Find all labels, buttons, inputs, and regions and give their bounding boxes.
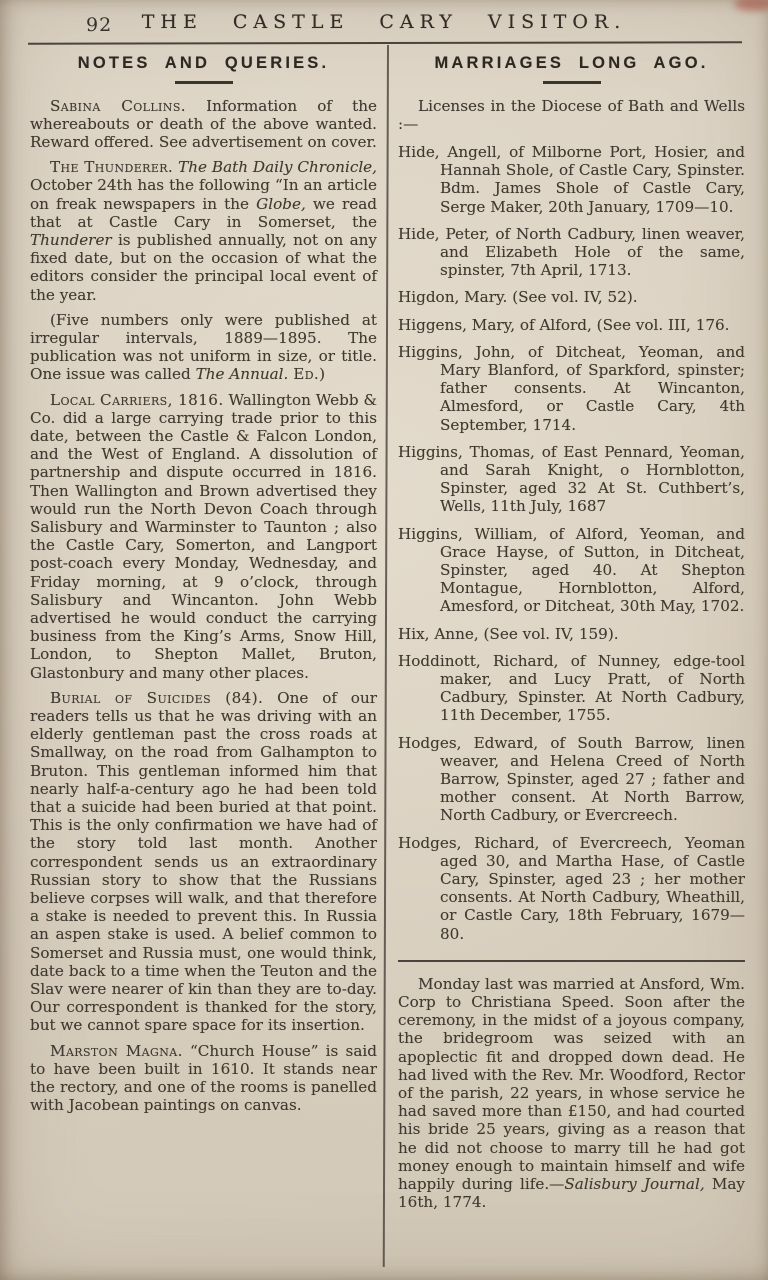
left-column-body — [30, 97, 377, 1115]
text-segment: Hide, Angell, of Milborne Port, Hosier, and Hannah Shole, of Castle Cary, Spinster. Bdm. James Shole of Castle Cary, Serge Maker, 20th January, 1709—10. — [398, 142, 745, 216]
section-divider-rule — [398, 960, 745, 962]
text-segment: Burial of Suicides (84). — [50, 688, 264, 707]
license-entry — [398, 316, 745, 334]
license-entry — [398, 143, 745, 216]
text-segment: Hix, Anne, (See vol. IV, 159). — [398, 624, 619, 643]
marriages-long-ago-column — [398, 54, 745, 1218]
paragraph — [398, 975, 745, 1212]
license-entry — [398, 734, 745, 825]
license-entry — [398, 225, 745, 280]
license-entry — [398, 834, 745, 943]
license-entry — [398, 343, 745, 434]
text-segment: Higgins, William, of Alford, Yeoman, and Grace Hayse, of Sutton, in Ditcheat, Spinster, aged 40. At Shepton Montague, Hornblotton, Alford, Amesford, or Ditcheat, 30th May, 1702. — [398, 524, 745, 616]
text-segment: Marston Magna. — [50, 1041, 183, 1060]
text-segment: Thunderer — [30, 230, 112, 249]
paragraph — [30, 1042, 377, 1115]
left-column-heading: NOTES AND QUERIES. — [77, 54, 330, 72]
right-column-body — [398, 97, 745, 1212]
page-number: 92 — [86, 14, 113, 36]
license-entry — [398, 525, 745, 616]
right-column-heading: MARRIAGES LONG AGO. — [434, 54, 709, 72]
text-segment: One of our readers tells us that he was driving with an elderly gentleman past the cross roads at Smallway, on the road from Galhampton to Bruton. This gentleman informed him that nearly half-a-century ago he had been told that a suicide had been buried at that point. This is the only confirmation we have had of the story told last month. Another correspondent sends us an extraordinary Russian story to show that the Russians believe corpses will walk, and that therefore a stake is needed to prevent this. In Russia an aspen stake is used. A belief common to Somerset and Russia must, one would think, date back to a time when the Teuton and the Slav were nearer of kin than they are to-day. Our correspondent is thanked for the story, but we cannot spare space for its insertion. — [30, 688, 377, 1035]
paragraph — [30, 689, 377, 1035]
text-segment: The Bath Daily Chronicle, — [178, 158, 377, 177]
text-segment: Information of the whereabouts or death of the above wanted. Reward offered. See advertisement on cover. — [30, 96, 377, 151]
text-segment: Higgins, John, of Ditcheat, Yeoman, and Mary Blanford, of Sparkford, spinster; father consents. At Wincanton, Almesford, or Castle Cary, 4th September, 1714. — [398, 342, 745, 434]
notes-and-queries-column — [30, 54, 377, 1121]
header-rule — [28, 41, 742, 44]
text-segment: Higgins, Thomas, of East Pennard, Yeoman, and Sarah Knight, o Hornblotton, Spinster, aged 32 At St. Cuthbert’s, Wells, 11th July, 1687 — [398, 442, 745, 516]
text-segment: Globe, — [256, 194, 306, 213]
heading-underline — [543, 81, 601, 84]
corner-stain — [734, 0, 768, 11]
text-segment: Sabina Collins. — [50, 96, 186, 115]
text-segment: Ed.) — [293, 365, 326, 384]
text-segment: Higgens, Mary, of Alford, (See vol. III, 176. — [398, 315, 730, 334]
text-segment: The Thunderer. — [50, 158, 174, 177]
text-segment: “Church House” is said to have been built in 1610. It stands near the rectory, and one of the rooms is panelled with Jacobean paintings on canvas. — [30, 1041, 377, 1115]
text-segment: May 16th, 1774. — [398, 1175, 746, 1212]
column-divider — [383, 45, 389, 1267]
text-segment: Licenses in the Diocese of Bath and Wells :— — [398, 96, 745, 133]
license-entry — [398, 652, 745, 725]
paragraph — [30, 311, 377, 384]
text-segment: Monday last was married at Ansford, Wm. Corp to Christiana Speed. Soon after the ceremony, in the midst of a joyous company, the bridegroom was seized with an apoplectic fit and dropped down dead. He had lived with the Rev. Mr. Woodford, Rector of the parish, 22 years, in whose service he had saved more than £150, and had courted his bride 25 years, giving as a reason that he did not choose to marry till he had got money enough to maintain himself and wife happily during life.— — [398, 974, 745, 1194]
paragraph — [30, 97, 377, 152]
paragraph — [30, 158, 377, 304]
page-title: THE CASTLE CARY VISITOR. — [141, 11, 627, 33]
text-segment: Wallington Webb & Co. did a large carrying trade prior to this date, between the Castle & Falcon London, and the West of England. A dissolution of partnership and dispute occurred in 1816. Then Wallington and Brown advertised they would run the North Devon Coach through Salisbury and Warminster to Taunton ; also the Castle Cary, Somerton, and Langport post-coach every Monday, Wednesday, and Friday morning, at 9 o’clock, through Salisbury and Wincanton. John Webb advertised he would conduct the carrying business from the King’s Arms, Snow Hill, London, to Shepton Mallet, Bruton, Glastonbury and many other places. — [30, 390, 377, 682]
paragraph — [398, 97, 745, 133]
text-segment: Hodges, Richard, of Evercreech, Yeoman aged 30, and Martha Hase, of Castle Cary, Spinster, aged 23 ; her mother consents. At North Cadbury, Wheathill, or Castle Cary, 18th February, 1679—80. — [398, 833, 745, 943]
text-segment: October 24th has the following “In an article on freak newspapers in the — [30, 176, 377, 213]
paragraph — [30, 391, 377, 682]
text-segment: is published annually, not on any fixed date, but on the occasion of what the editors consider the principal local event of the year. — [30, 230, 377, 304]
license-entry — [398, 288, 745, 306]
text-segment: we read that at Castle Cary in Somerset, the — [30, 194, 377, 231]
text-segment: Higdon, Mary. (See vol. IV, 52). — [398, 288, 638, 307]
text-segment: Hoddinott, Richard, of Nunney, edge-tool maker, and Lucy Pratt, of North Cadbury, Spinster. At North Cadbury, 11th December, 1755. — [398, 651, 745, 725]
text-segment: Hodges, Edward, of South Barrow, linen weaver, and Helena Creed of North Barrow, Spinster, aged 27 ; father and mother consent. At North Barrow, North Cadbury, or Evercreech. — [398, 733, 745, 825]
text-segment: Hide, Peter, of North Cadbury, linen weaver, and Elizabeth Hole of the same, spinster, 7th April, 1713. — [398, 224, 745, 280]
text-segment: The Annual. — [195, 365, 289, 384]
text-segment: (Five numbers only were published at irregular intervals, 1889—1895. The publication was not uniform in size, or title. One issue was called — [30, 310, 377, 384]
license-entry — [398, 625, 745, 643]
text-segment: Local Carriers, 1816. — [50, 390, 224, 409]
text-segment: Salisbury Journal, — [564, 1175, 705, 1194]
heading-underline — [175, 81, 233, 84]
license-entry — [398, 443, 745, 516]
